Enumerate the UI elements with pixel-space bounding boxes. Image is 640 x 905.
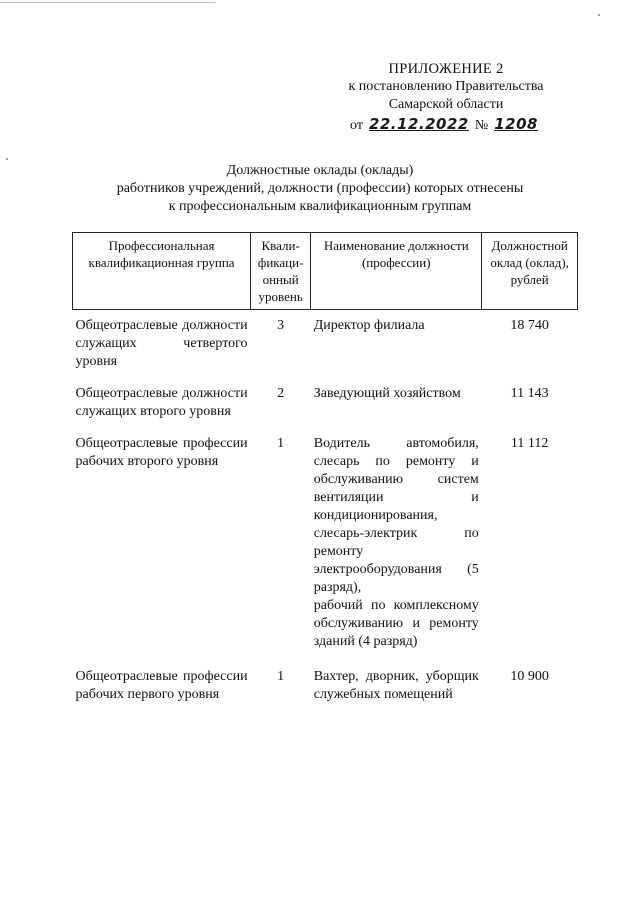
cell-position-name <box>311 421 482 651</box>
appendix-reference <box>326 115 566 135</box>
cell-position-name-part-1: Водитель автомобиля, слесарь по ремонту и обслуживанию систем вентиляции и кондиционирования, слесарь-электрик по ремонту электрооборудования (5 разряд), <box>313 436 479 595</box>
handwritten-date: 22.12.2022 <box>368 115 469 133</box>
handwritten-number: 1208 <box>494 115 538 133</box>
header-salary: Должностной оклад (оклад), рублей <box>482 233 578 310</box>
table-header-row <box>73 233 578 310</box>
cell-position-name: Вахтер, дворник, уборщик служебных помещений <box>313 669 479 702</box>
cell-level: 1 <box>277 436 285 451</box>
number-label: № <box>474 118 489 133</box>
header-level: Квали-фикаци-онный уровень <box>251 233 311 310</box>
cell-group: Общеотраслевые должности служащих четвертого уровня <box>75 318 248 369</box>
scan-artifact-line <box>0 2 215 3</box>
document-title-line-1: Должностные оклады (оклады) <box>226 163 414 178</box>
cell-group: Общеотраслевые должности служащих второго уровня <box>75 386 248 419</box>
header-group: Профессиональная квалификационная группа <box>73 233 251 310</box>
scan-artifact-dot <box>598 14 600 16</box>
document-title-line-2: работников учреждений, должности (профессии) которых отнесены <box>116 181 524 196</box>
document-title <box>0 162 640 216</box>
table-row <box>73 310 578 372</box>
header-position-name: Наименование должности (профессии) <box>311 233 482 310</box>
cell-group: Общеотраслевые профессии рабочих первого уровня <box>75 669 248 702</box>
salary-table <box>72 232 578 704</box>
table-row <box>73 371 578 421</box>
cell-position-name: Директор филиала <box>313 318 425 333</box>
scan-artifact-dot <box>6 158 8 160</box>
cell-salary: 11 112 <box>510 436 549 451</box>
cell-position-name-part-2: рабочий по комплексному обслуживанию и ремонту зданий (4 разряд) <box>313 598 479 649</box>
appendix-line-1: к постановлению Правительства <box>348 79 544 94</box>
appendix-header <box>326 60 566 135</box>
cell-level: 1 <box>277 669 285 684</box>
table-row <box>73 421 578 651</box>
cell-salary: 11 143 <box>510 386 549 401</box>
cell-level: 3 <box>277 318 285 333</box>
appendix-title: ПРИЛОЖЕНИЕ 2 <box>388 61 504 77</box>
appendix-line-2: Самарской области <box>388 97 504 112</box>
document-title-line-3: к профессиональным квалификационным группам <box>168 199 472 214</box>
cell-group: Общеотраслевые профессии рабочих второго уровня <box>75 436 248 469</box>
cell-position-name: Заведующий хозяйством <box>313 386 461 401</box>
table-row <box>73 651 578 704</box>
cell-salary: 10 900 <box>510 669 549 684</box>
from-label: от <box>350 118 363 133</box>
cell-level: 2 <box>277 386 285 401</box>
cell-salary: 18 740 <box>510 318 549 333</box>
